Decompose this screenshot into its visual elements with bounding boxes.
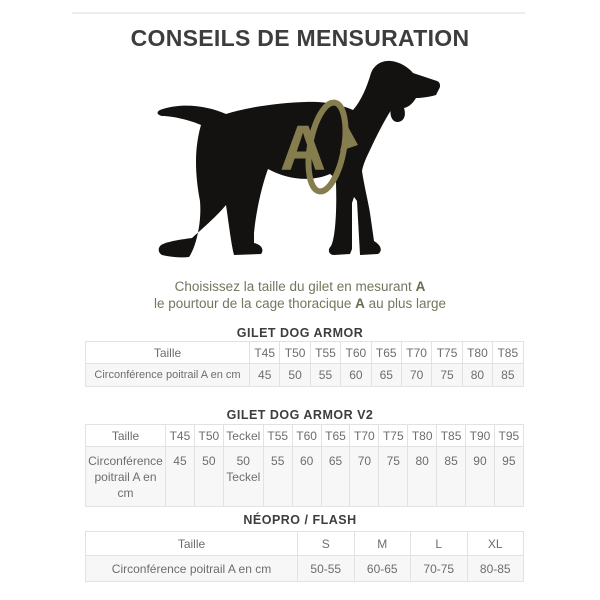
header-cell: Taille [86, 342, 250, 364]
header-cell: M [354, 532, 411, 556]
header-cell: T45 [250, 342, 280, 364]
header-cell: Teckel [223, 425, 263, 447]
row-label-cell: Circonférence poitrail A en cm [86, 556, 298, 582]
value-cell: 70-75 [411, 556, 468, 582]
value-cell: 50 [194, 447, 223, 507]
value-cell: 70 [401, 364, 431, 387]
value-cell: 70 [350, 447, 379, 507]
table-row [86, 425, 524, 447]
measurement-caption [0, 279, 600, 312]
header-cell: T65 [371, 342, 401, 364]
header-cell: T55 [310, 342, 340, 364]
size-table-dog-armor [85, 341, 524, 387]
value-cell: 60-65 [354, 556, 411, 582]
value-cell: 45 [250, 364, 280, 387]
measure-letter: A [279, 112, 327, 184]
value-cell: 85 [437, 447, 466, 507]
header-cell: Taille [86, 425, 166, 447]
table-row [86, 532, 524, 556]
size-table-neopro-flash [85, 531, 524, 582]
header-cell: T60 [341, 342, 371, 364]
page-title: CONSEILS DE MENSURATION [130, 25, 470, 51]
value-cell: 75 [432, 364, 462, 387]
header-cell: T95 [494, 425, 523, 447]
header-cell: T80 [462, 342, 492, 364]
value-cell: 50 [280, 364, 310, 387]
header-cell: T75 [379, 425, 408, 447]
value-cell: 60 [292, 447, 321, 507]
value-cell: 50 Teckel [223, 447, 263, 507]
value-cell: 95 [494, 447, 523, 507]
row-label-cell: Circonférence poitrail A en cm [86, 364, 250, 387]
header-cell: T80 [408, 425, 437, 447]
table-row [86, 342, 524, 364]
table-title-neopro-flash: NÉOPRO / FLASH [243, 513, 357, 527]
value-cell: 80 [408, 447, 437, 507]
header-cell: S [298, 532, 355, 556]
table-row [86, 556, 524, 582]
header-cell: L [411, 532, 468, 556]
value-cell: 55 [263, 447, 292, 507]
caption-line-2: le pourtour de la cage thoracique A au plus large [154, 295, 446, 311]
table-row [86, 364, 524, 387]
dog-measurement-diagram [150, 53, 460, 288]
size-table-dog-armor-v2 [85, 424, 524, 507]
value-cell: 60 [341, 364, 371, 387]
value-cell: 45 [166, 447, 195, 507]
header-cell: T90 [466, 425, 495, 447]
value-cell: 80-85 [467, 556, 524, 582]
table-title-dog-armor: GILET DOG ARMOR [236, 326, 364, 340]
value-cell: 65 [371, 364, 401, 387]
header-cell: T50 [280, 342, 310, 364]
row-label-cell: Circonférence poitrail A en cm [86, 447, 166, 507]
value-cell: 75 [379, 447, 408, 507]
table-title-dog-armor-v2: GILET DOG ARMOR V2 [226, 408, 374, 422]
value-cell: 80 [462, 364, 492, 387]
header-cell: T45 [166, 425, 195, 447]
header-cell: T60 [292, 425, 321, 447]
value-cell: 65 [321, 447, 350, 507]
header-cell: T85 [493, 342, 523, 364]
header-cell: T75 [432, 342, 462, 364]
top-divider [72, 12, 525, 14]
header-cell: Taille [86, 532, 298, 556]
header-cell: T55 [263, 425, 292, 447]
header-cell: T50 [194, 425, 223, 447]
value-cell: 55 [310, 364, 340, 387]
header-cell: T65 [321, 425, 350, 447]
header-cell: T85 [437, 425, 466, 447]
value-cell: 90 [466, 447, 495, 507]
caption-line-1: Choisissez la taille du gilet en mesurant A [174, 279, 426, 294]
table-row [86, 447, 524, 507]
value-cell: 50-55 [298, 556, 355, 582]
header-cell: T70 [401, 342, 431, 364]
header-cell: XL [467, 532, 524, 556]
value-cell: 85 [493, 364, 523, 387]
header-cell: T70 [350, 425, 379, 447]
